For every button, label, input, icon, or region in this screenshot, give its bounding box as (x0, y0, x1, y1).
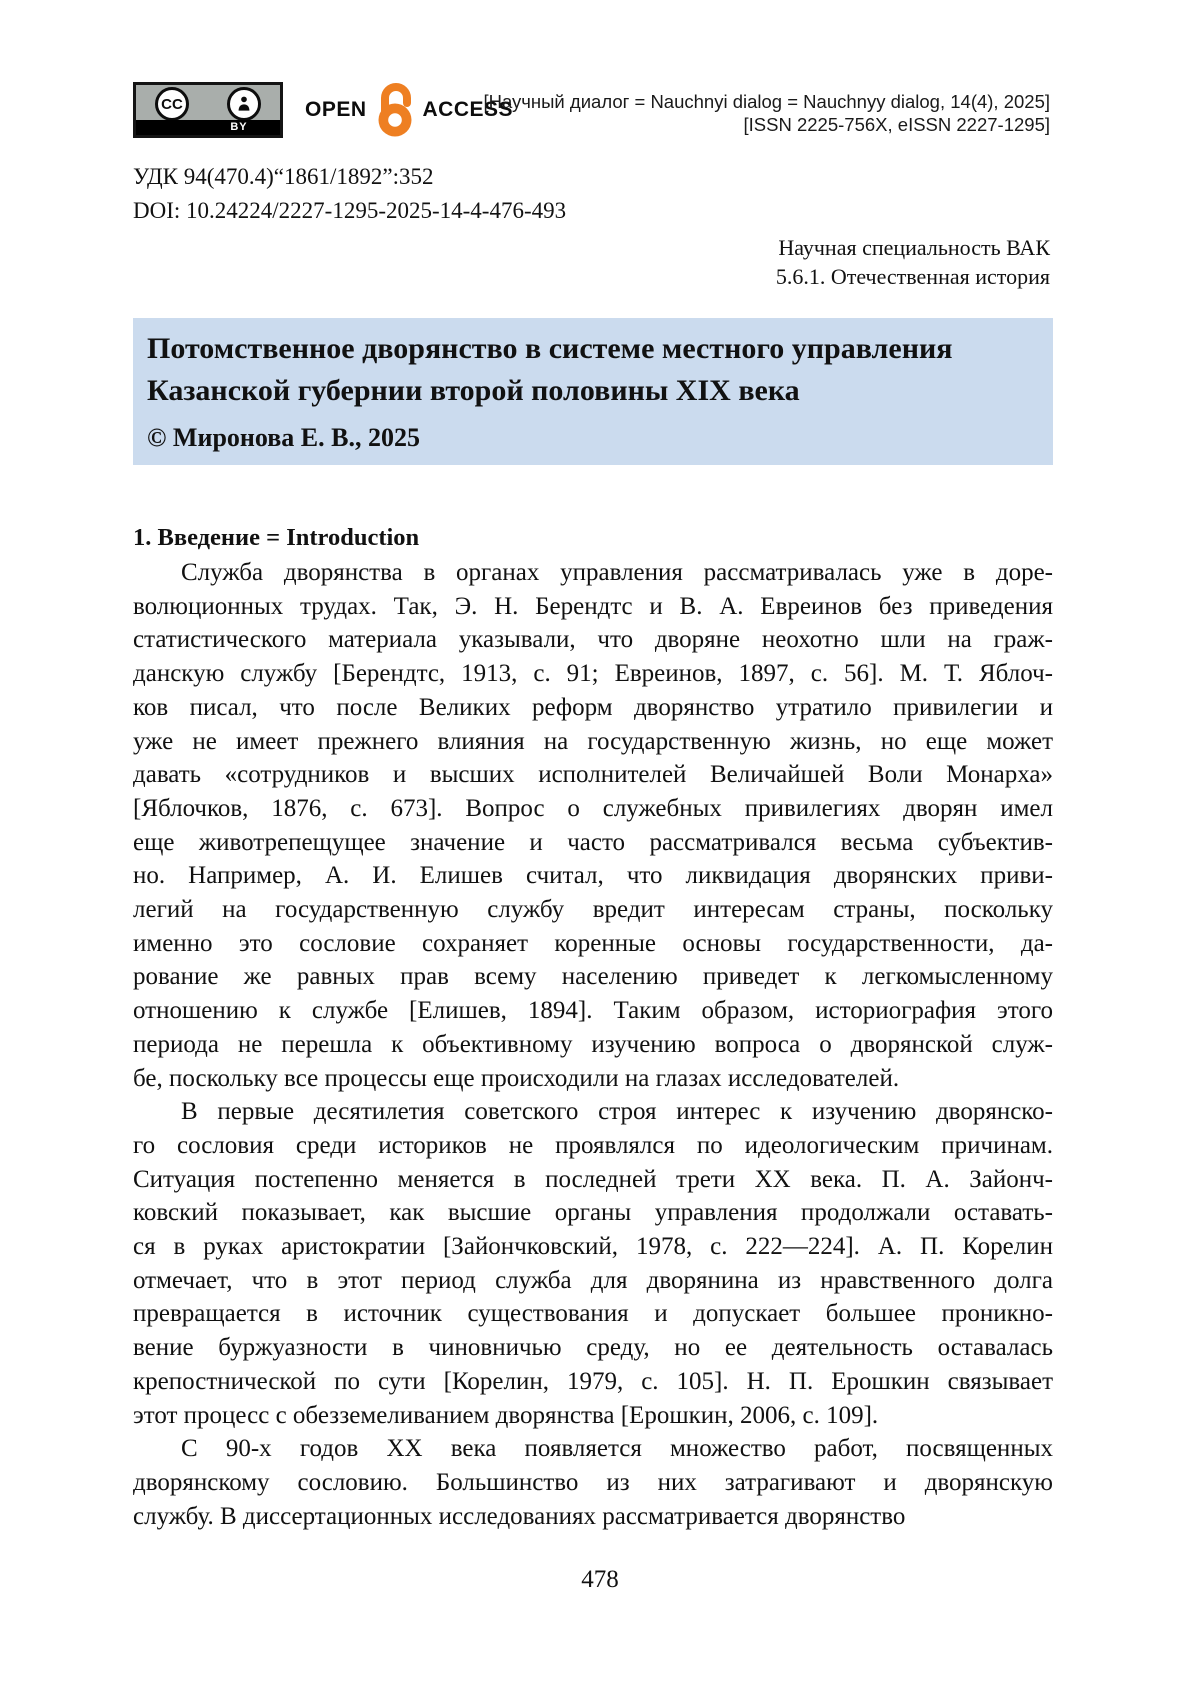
title-block (133, 318, 1053, 465)
text-line: го сословия среди историков не проявлялся по идеологическим причинам. (133, 1131, 1053, 1159)
text-line: ся в руках аристократии [Зайончковский, 1978, с. 222—224]. А. П. Корелин (133, 1233, 1053, 1261)
section-heading-introduction: 1. Введение = Introduction (133, 524, 420, 551)
text-line: давать «сотрудников и высших исполнителей Величайшей Воли Монарха» (133, 761, 1053, 789)
license-badges (133, 82, 513, 138)
page-number: 478 (581, 1566, 619, 1593)
text-line: ков писал, что после Великих реформ дворянство утратило привилегии и (133, 693, 1053, 721)
article-identifiers (133, 160, 566, 228)
text-line: дворянскому сословию. Большинство из них затрагивают и дворянскую (133, 1468, 1053, 1496)
text-line: волюционных трудах. Так, Э. Н. Берендтс и В. А. Евреинов без приведения (133, 592, 1053, 620)
text-line: бе, поскольку все процессы еще происходили на глазах исследователей. (133, 1064, 900, 1092)
open-lock-icon (372, 82, 418, 138)
text-line: уже не имеет прежнего влияния на государственную жизнь, но еще может (133, 727, 1053, 755)
text-line: В первые десятилетия советского строя интерес к изучению дворянско- (181, 1098, 1053, 1126)
text-line: [Яблочков, 1876, с. 673]. Вопрос о служебных привилегиях дворян имел (133, 794, 1053, 822)
paragraph (133, 1095, 1053, 1432)
open-access-access-label: ACCESS (422, 98, 514, 121)
paragraph (133, 1432, 1053, 1533)
vak-speciality (776, 233, 1050, 291)
open-access-logo (305, 82, 513, 138)
text-line: именно это сословие сохраняет коренные основы государственности, да- (133, 929, 1053, 957)
text-line: статистического материала указывали, что дворяне неохотно шли на граж- (133, 626, 1053, 654)
text-line: службу. В диссертационных исследованиях рассматривается дворянство (133, 1502, 906, 1530)
doi-line: DOI: 10.24224/2227-1295-2025-14-4-476-493 (133, 198, 567, 223)
open-access-open-label: OPEN (305, 98, 367, 121)
cc-icon: CC (155, 87, 189, 121)
text-line: отношению к службе [Елишев, 1894]. Таким образом, историография этого (133, 997, 1053, 1025)
article-body (133, 556, 1053, 1533)
vak-line-1: Научная специальность ВАК (778, 235, 1050, 260)
journal-citation-line: [Научный диалог = Nauchnyi dialog = Nauchnyy dialog, 14(4), 2025] (483, 91, 1050, 112)
article-author: © Миронова Е. В., 2025 (147, 423, 420, 452)
text-line: периода не перешла к объективному изучению вопроса о дворянской служ- (133, 1030, 1053, 1058)
text-line: вение буржуазности в чиновничью среду, но ее деятельность оставалась (133, 1334, 1053, 1362)
text-line: еще животрепещущее значение и часто рассматривался весьма субъектив- (133, 828, 1053, 856)
text-line: превращается в источник существования и допускает большее проникно- (133, 1300, 1053, 1328)
article-content (133, 521, 1053, 1533)
text-line: этот процесс с обезземеливанием дворянства [Ерошкин, 2006, с. 109]. (133, 1401, 879, 1429)
article-title-line-2: Казанской губернии второй половины XIX века (147, 374, 800, 407)
text-line: данскую службу [Берендтс, 1913, с. 91; Евреинов, 1897, с. 56]. М. Т. Яблоч- (133, 660, 1053, 688)
text-line: но. Например, А. И. Елишев считал, что ликвидация дворянских приви- (133, 862, 1053, 890)
text-line: ковский показывает, как высшие органы управления продолжали оставать- (133, 1199, 1053, 1227)
vak-line-2: 5.6.1. Отечественная история (775, 264, 1050, 289)
text-line: Ситуация постепенно меняется в последней трети XX века. П. А. Зайонч- (133, 1165, 1053, 1193)
udk-line: УДК 94(470.4)“1861/1892”:352 (133, 164, 434, 189)
text-line: отмечает, что в этот период служба для дворянина из нравственного долга (133, 1266, 1053, 1294)
paragraph (133, 556, 1053, 1095)
article-title-line-1: Потомственное дворянство в системе местного управления (147, 332, 953, 365)
cc-license-label: BY (136, 120, 280, 135)
text-line: С 90-х годов XX века появляется множество работ, посвященных (181, 1435, 1053, 1463)
text-line: легий на государственную службу вредит интересам страны, поскольку (133, 896, 1053, 924)
text-line: крепостнической по сути [Корелин, 1979, с. 105]. Н. П. Ерошкин связывает (133, 1367, 1053, 1395)
text-line: Служба дворянства в органах управления рассматривалась уже в доре- (181, 559, 1053, 586)
journal-header (483, 90, 1050, 136)
journal-issn-line: [ISSN 2225-756X, eISSN 2227-1295] (743, 114, 1050, 135)
text-line: рование же равных прав всему населению приведет к легкомысленному (133, 963, 1053, 991)
attribution-person-icon (227, 87, 261, 121)
cc-by-badge (133, 82, 283, 138)
